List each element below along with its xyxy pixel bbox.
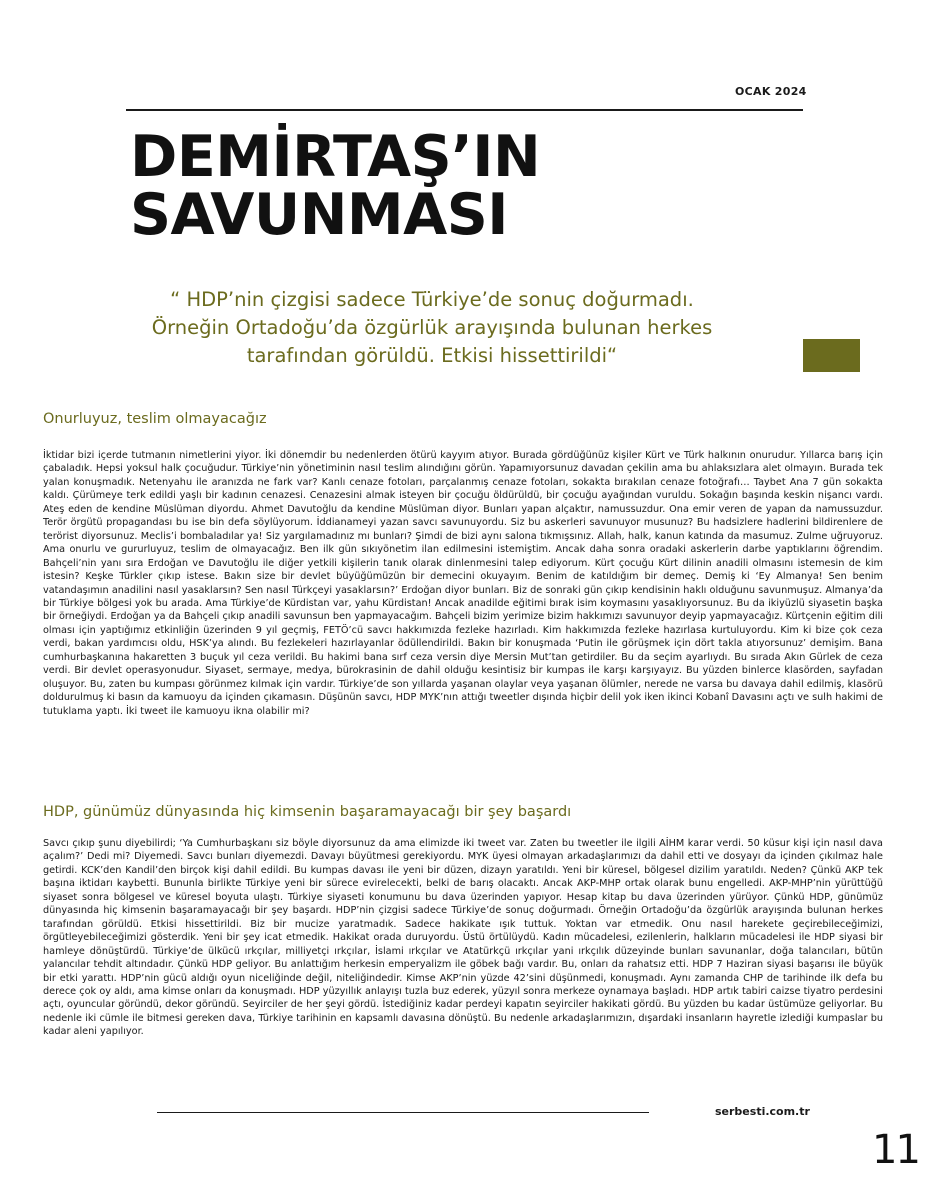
section-2-body: Savcı çıkıp şunu diyebilirdi; ‘Ya Cumhurbaşkanı siz böyle diyorsunuz da ama elimizde iki tweet var. Zaten bu tweetler ile ilgili AİHM karar verdi. 50 küsur kişi için nasıl dava açalım?’ Dedi mi? Diyemedi. Savcı bunları diyemezdi. Davayı büyütmesi gerekiyordu. MYK üyesi olmayan arkadaşlarımızı da dahil etti ve dosyayı da içinden çıkılmaz hale getirdi. KCK’den Kandil’den birçok kişi dahil edildi. Bu kumpas davası ile yeni bir düzen, dizayn yaratıldı. Yeni bir küresel, bölgesel dizilim yaratıldı. Neden? Çünkü AKP tek başına iktidarı kaybetti. Bununla birlikte Türkiye yeni bir sürece evirelecekti, belki de barış olacaktı. Ancak AKP-MHP ortak olarak bunu engelledi. AKP-MHP’nin yürüttüğü siyaset sonra bölgesel ve küresel boyuta ulaştı. Türkiye siyaseti konumunu bu dava üzerinden yapıyor. Hesap kitap bu dava üzerinden yürüyor. Çünkü HDP, günümüz dünyasında hiç kimsenin başaramayacağı bir şey başardı. HDP’nin çizgisi sadece Türkiye’de sonuç doğurmadı. Örneğin Ortadoğu’da özgürlük arayışında bulunan herkes tarafından görüldü. Etkisi hissettirildi. Biz bir mucize yaratmadık. Sadece hakikate ışık tuttuk. Yoktan var etmedik. Onu nasıl harekete geçirebileceğimizi, örgütleyebileceğimizi gösterdik. Yeni bir şey icat etmedik. Hakikat orada duruyordu. Üstü örtülüydü. Kadın mücadelesi, ezilenlerin, halkların mücadelesi ile HDP siyasi bir hamleye dönüştürdü. Türkiye’de ülkücü ırkçılar, milliyetçi ırkçılar, İslami ırkçılar ve Atatürkçü ırkçılar yani ırkçılık düzeyinde bunları savunanlar, doğa talancıları, bütün yalancılar tehdit altındadır. Çünkü HDP geliyor. Bu anlattığım herkesin emperyalizm ile göbek bağı vardır. Bu, onları da rahatsız etti. HDP 7 Haziran siyasi başarısı ile büyük bir etki yarattı. HDP’nin gücü aldığı oyun niceliğinde değil, niteliğindedir. Kimse AKP’nin yüzde 42’sini düşünmedi, konuşmadı. Aynı zamanda CHP de tarihinde ilk defa bu derece çok oy aldı, ama kimse onları da konuşmadı. HDP yüzyıllık anlayışı tuzla buz ederek, yüzyıl sonra merkeze oynamaya başladı. HDP artık tabiri caizse tiyatro perdesini açtı, oyuncular göründü, dekor göründü. Seyirciler de her şeyi gördü. İstediğiniz kadar perdeyi kapatın seyirciler hakikati gördü. Bu yüzden bu kadar üstümüze geliyorlar. Bu nedenle iki cümle ile bitmesi gereken dava, Türkiye tarihinin en kapsamlı davasına dönüştü. Bu nedenle arkadaşlarımızın, dışardaki insanların hayretle izlediği kumpaslar bu kadar aleni yapılıyor. bbox=[43, 838, 883, 1038]
footer-website: serbesti.com.tr bbox=[715, 1105, 810, 1118]
section-1-body: İktidar bizi içerde tutmanın nimetlerini yiyor. İki dönemdir bu nedenlerden ötürü kayyım atıyor. Burada gördüğünüz kişiler Kürt ve Türk halkının onurudur. Yıllarca barış için çabaladık. Hepsi yoksul halk çocuğudur. Türkiye’nin yönetiminin nasıl teslim alındığını görün. Yapamıyorsunuz davadan çekilin ama bu ahlaksızlara alet olmayın. Burada tek yalan konuşmadık. Netenyahu ile aranızda ne fark var? Kanlı cenaze fotoları, parçalanmış cenaze fotoları, sokakta bırakılan cenaze fotoğrafı… Taybet Ana 7 gün sokakta kaldı. Çürümeye terk edildi yaşlı bir kadının cenazesi. Cenazesini almak isteyen bir çocuğu öldürüldü, bir çocuğu ayağından vuruldu. Sokağın başında keskin nişancı vardı. Ateş eden de kendine Müslüman diyordu. Ahmet Davutoğlu da kendine Müslüman diyor. Bunları yapan alçaktır, namussuzdur. Ona emir veren de yapan da namussuzdur. Terör örgütü propagandası bu ise bin defa söylüyorum. İddianameyi yazan savcı savunuyordu. Siz bu askerleri savunuyor musunuz? Bu hadsizlere hadlerini bildirenlere de terörist diyorsunuz. Meclis’i bombaladılar ya! Siz yargılamadınız mı bunları? Şimdi de bizi aynı salona tıkmışsınız. Allah, halk, kanun katında da masumuz. Zulme uğruyoruz. Ama onurlu ve gururluyuz, teslim de olmayacağız. Ben ilk gün sıkıyönetim ilan edilmesini istemiştim. Ancak daha sonra oradaki askerlerin darbe yaptıklarını öğrendim. Bahçeli’nin yanı sıra Erdoğan ve Davutoğlu ile diğer yetkili kişilerin tanık olarak dinlenmesini talep ediyorum. Kürt çocuğu Kürt dilinin anadili olmasını istemesin de kim istesin? Keşke Türkler çıkıp istese. Bakın size bir devlet büyüğümüzün bir demecini okuyayım. Benim de katıldığım bir demeç. Demiş ki ‘Ey Almanya! Sen benim vatandaşımın anadilini nasıl yasaklarsın? Sen nasıl Türkçeyi yasaklarsın?’ Erdoğan diyor bunları. Biz de sonraki gün çıkıp kendisinin haklı olduğunu savunmuşuz. Almanya’da bir Türkiye bölgesi yok bu arada. Ama Türkiye’de Kürdistan var, yahu Kürdistan! Ancak anadilde eğitimi bırak isim koymasını yasaklıyorsunuz. Bu da ikiyüzlü siyasetin başka bir örneğiydi. Erdoğan ya da Bahçeli çıkıp anadili savunsun ben yapmayacağım. Bahçeli bizim yerimize bizim hakkımızı savunuyor deyip yapmayacağız. Kürtçenin eğitim dili olması için yaptığımız etkinliğin üzerinden 9 yıl geçmiş, FETÖ’cü savcı hakkımızda fezleke hazırladı. Kim hakkımızda fezleke hazırlasa kurtuluyordu. Kim ki bize çok ceza verdi, bakan yardımcısı oldu, HSK’ya alındı. Bu fezlekeleri hazırlayanlar ödüllendirildi. Bakın bir konuşmada ‘Putin ile görüşmek için dört takla atıyorsunuz’ demişim. Bana cumhurbaşkanına hakaretten 3 buçuk yıl ceza verildi. Bu hakimi bana sırf ceza versin diye Mersin Mut’tan getirdiler. Bu da seçim ayarlıydı. Bu sırada Akın Gürlek de ceza verdi. Bir devlet operasyonudur. Siyaset, sermaye, medya, bürokrasinin de dahil olduğu kesintisiz bir kumpas ile karşı karşıyayız. Bu yüzden binlerce klasörden, sayfadan oluşuyor. Bu, zaten bu kumpası görünmez kılmak için vardır. Türkiye’de son yıllarda yaşanan olaylar veya yaşanan ölümler, nerede ne varsa bu davaya dahil edilmiş, klasörü doldurulmuş ki basın da kamuoyu da içinden çıkamasın. Düşünün savcı, HDP MYK’nın attığı tweetler dışında hiçbir delil yok iken ikinci Kobanî Davasını açtı ve sulh hakimi de tutuklama yaptı. İki tweet ile kamuoyu ikna olabilir mi? bbox=[43, 450, 883, 717]
top-divider bbox=[126, 109, 803, 111]
pull-quote-line-3: tarafından görüldü. Etkisi hissettirildi“ bbox=[246, 344, 618, 367]
title-line-1: DEMİRTAŞ’IN bbox=[130, 124, 541, 190]
issue-date: OCAK 2024 bbox=[735, 85, 807, 98]
section-2-heading: HDP, günümüz dünyasında hiç kimsenin başaramayacağı bir şey başardı bbox=[43, 804, 572, 820]
pull-quote bbox=[56, 286, 808, 370]
title-line-2: SAVUNMASI bbox=[130, 182, 508, 248]
article-title bbox=[130, 124, 541, 248]
pull-quote-line-1: “ HDP’nin çizgisi sadece Türkiye’de sonuç doğurmadı. bbox=[170, 288, 694, 311]
section-1-heading: Onurluyuz, teslim olmayacağız bbox=[43, 411, 267, 427]
footer-divider bbox=[157, 1112, 649, 1113]
decorative-accent-block bbox=[803, 339, 860, 372]
page-number: 11 bbox=[872, 1127, 919, 1173]
pull-quote-line-2: Örneğin Ortadoğu’da özgürlük arayışında bulunan herkes bbox=[151, 316, 713, 339]
